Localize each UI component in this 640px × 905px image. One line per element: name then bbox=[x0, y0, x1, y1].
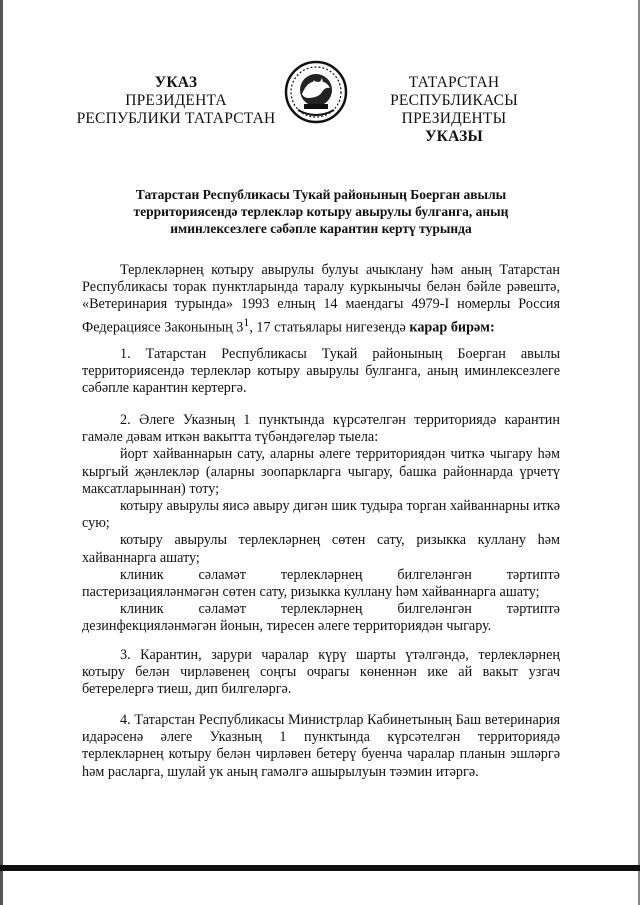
paragraph-2 bbox=[82, 412, 560, 636]
title-line3: иминлексезлеге сәбәпле карантин кертү турында bbox=[170, 221, 472, 236]
scan-bottom-border bbox=[0, 865, 640, 871]
title-line1: Татарстан Республикасы Тукай районының Боерган авылы bbox=[135, 187, 507, 202]
title-line2: территориясендә терлекләр котыру авырулы булганга, аның bbox=[133, 204, 509, 219]
paragraph-3 bbox=[82, 647, 560, 699]
header-left-russian bbox=[76, 74, 276, 128]
paragraph-2-item-5: клиник сәламәт терлекләрнең билгеләнгән тәртиптә дезинфекцияләнмәгән йонын, тиресен әлеге территориядән чыгару. bbox=[82, 601, 560, 635]
header-left-line3: РЕСПУБЛИКИ ТАТАРСТАН bbox=[76, 110, 276, 127]
paragraph-2-item-1: йорт хайваннарын сату, аларны әлеге территориядән читкә чыгару һәм кыргый җәнлекләр (аларны зоопаркларга чыгару, башка районнарда үрчетү максатларыннан) тоту; bbox=[82, 446, 560, 497]
header-right-tatar bbox=[356, 74, 552, 146]
paragraph-4 bbox=[82, 712, 560, 781]
decree-title bbox=[82, 186, 560, 237]
header-left-line1: УКАЗ bbox=[154, 74, 198, 91]
preamble-text-after: , 17 статьялары нигезендә bbox=[249, 319, 410, 336]
paragraph-2-intro: 2. Әлеге Указның 1 пунктында күрсәтелгән территориядә карантин гамәле дәвам иткән вакытта түбәндәгеләр тыела: bbox=[82, 412, 560, 446]
coat-of-arms-icon bbox=[284, 58, 348, 126]
preamble-paragraph bbox=[82, 262, 560, 337]
preamble-superscript: 1 bbox=[243, 314, 250, 329]
preamble-resolution: карар бирәм: bbox=[409, 319, 495, 336]
header-left-line2: ПРЕЗИДЕНТА bbox=[125, 92, 227, 109]
header-right-line3: УКАЗЫ bbox=[425, 128, 483, 145]
scan-left-edge bbox=[0, 0, 3, 905]
paragraph-2-item-4: клиник сәламәт терлекләрнең билгеләнгән тәртиптә пастеризацияләнмәгән сөтен сату, ризыкка куллану һәм хайваннарга ашату; bbox=[82, 566, 560, 601]
paragraph-2-item-2: котыру авырулы яисә авыру дигән шик тудыра торган хайваннарны иткә сую; bbox=[82, 498, 560, 532]
paragraph-1 bbox=[82, 346, 560, 398]
paragraph-2-item-3: котыру авырулы терлекләрнең сөтен сату, ризыкка куллану һәм хайваннарга ашату; bbox=[82, 532, 560, 566]
header-right-line1: ТАТАРСТАН РЕСПУБЛИКАСЫ bbox=[390, 74, 518, 109]
preamble bbox=[82, 262, 560, 337]
paragraph-1-text: 1. Татарстан Республикасы Тукай районының Боерган авылы территориясендә терлекләр котыру авырулы булганга, аның иминлексезлеге сәбәпле карантин кертергә. bbox=[82, 346, 560, 397]
paragraph-4-text: 4. Татарстан Республикасы Министрлар Кабинетының Баш ветеринария идарәсенә әлеге Указның 1 пунктында күрсәтелгән территориядә терлекләрнең котыру белән чирләвен бетерү буенча чаралар планын эшләргә һәм расларга, шулай ук аның гамәлгә ашырылуын тәэмин итәргә. bbox=[82, 712, 560, 780]
paragraph-3-text: 3. Карантин, зарури чаралар күрү шарты үтәлгәндә, терлекләрнең котыру белән чирләвенең соңгы очрагы көненнән ике ай вакыт узгач бетерелергә тиеш, дип билгеләргә. bbox=[82, 647, 560, 698]
header-right-line2: ПРЕЗИДЕНТЫ bbox=[401, 110, 507, 127]
preamble-text: Терлекләрнең котыру авырулы булуы ачыклану һәм аның Татарстан Республикасы торак пунктларында таралу куркынычы белән бәйле рәвештә, «Ветеринария турында» 1993 елның 14 маендагы 4979-I номерлы Россия Федерациясе Законының 3 bbox=[82, 262, 560, 336]
